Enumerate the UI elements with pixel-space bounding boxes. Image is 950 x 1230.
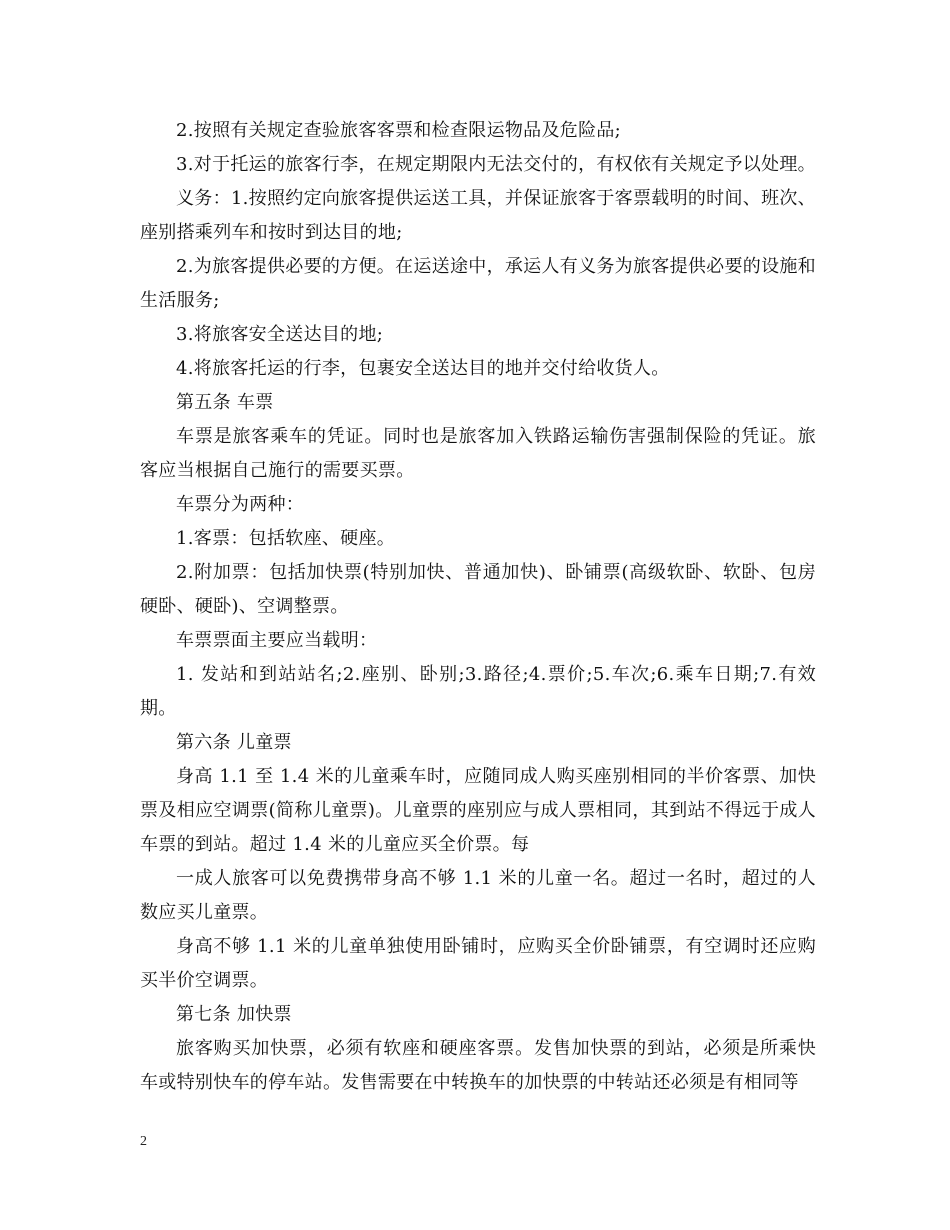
paragraph: 3.将旅客安全送达目的地;: [176, 324, 384, 345]
paragraph: 4.将旅客托运的行李，包裹安全送达目的地并交付给收货人。: [176, 358, 670, 379]
paragraph: 车票票面主要应当载明：: [176, 630, 378, 651]
paragraph: 车票是旅客乘车的凭证。同时也是旅客加入铁路运输伤害强制保险的凭证。旅客应当根据自己施行的需要买票。: [140, 426, 816, 481]
paragraph: 3.对于托运的旅客行李，在规定期限内无法交付的，有权依有关规定予以处理。: [176, 154, 816, 175]
paragraph: 义务：1.按照约定向旅客提供运送工具，并保证旅客于客票载明的时间、班次、座别搭乘列车和按时到达目的地;: [140, 188, 816, 243]
paragraph: 2.为旅客提供必要的方便。在运送途中，承运人有义务为旅客提供必要的设施和生活服务;: [140, 256, 816, 311]
page-number: 2: [140, 1134, 147, 1149]
paragraph: 2.附加票：包括加快票(特别加快、普通加快)、卧铺票(高级软卧、软卧、包房硬卧、硬卧)、空调整票。: [140, 562, 816, 617]
paragraph: 身高不够 1.1 米的儿童单独使用卧铺时，应购买全价卧铺票，有空调时还应购买半价空调票。: [140, 936, 816, 991]
paragraph: 2.按照有关规定查验旅客客票和检查限运物品及危险品;: [176, 120, 622, 141]
document-body: [140, 114, 816, 1100]
paragraph: 1.客票：包括软座、硬座。: [176, 528, 396, 549]
section-heading: 第六条 儿童票: [176, 732, 292, 753]
section-heading: 第五条 车票: [176, 392, 274, 413]
paragraph: 车票分为两种：: [176, 494, 305, 515]
paragraph: 旅客购买加快票，必须有软座和硬座客票。发售加快票的到站，必须是所乘快车或特别快车的停车站。发售需要在中转换车的加快票的中转站还必须是有相同等: [140, 1038, 816, 1093]
paragraph: 一成人旅客可以免费携带身高不够 1.1 米的儿童一名。超过一名时，超过的人数应买儿童票。: [140, 868, 816, 923]
paragraph: 身高 1.1 至 1.4 米的儿童乘车时，应随同成人购买座别相同的半价客票、加快票及相应空调票(简称儿童票)。儿童票的座别应与成人票相同，其到站不得远于成人车票的到站。超过 1.4 米的儿童应买全价票。每: [140, 766, 816, 855]
paragraph: 1. 发站和到站站名;2.座别、卧别;3.路径;4.票价;5.车次;6.乘车日期;7.有效期。: [140, 664, 816, 719]
section-heading: 第七条 加快票: [176, 1004, 292, 1025]
